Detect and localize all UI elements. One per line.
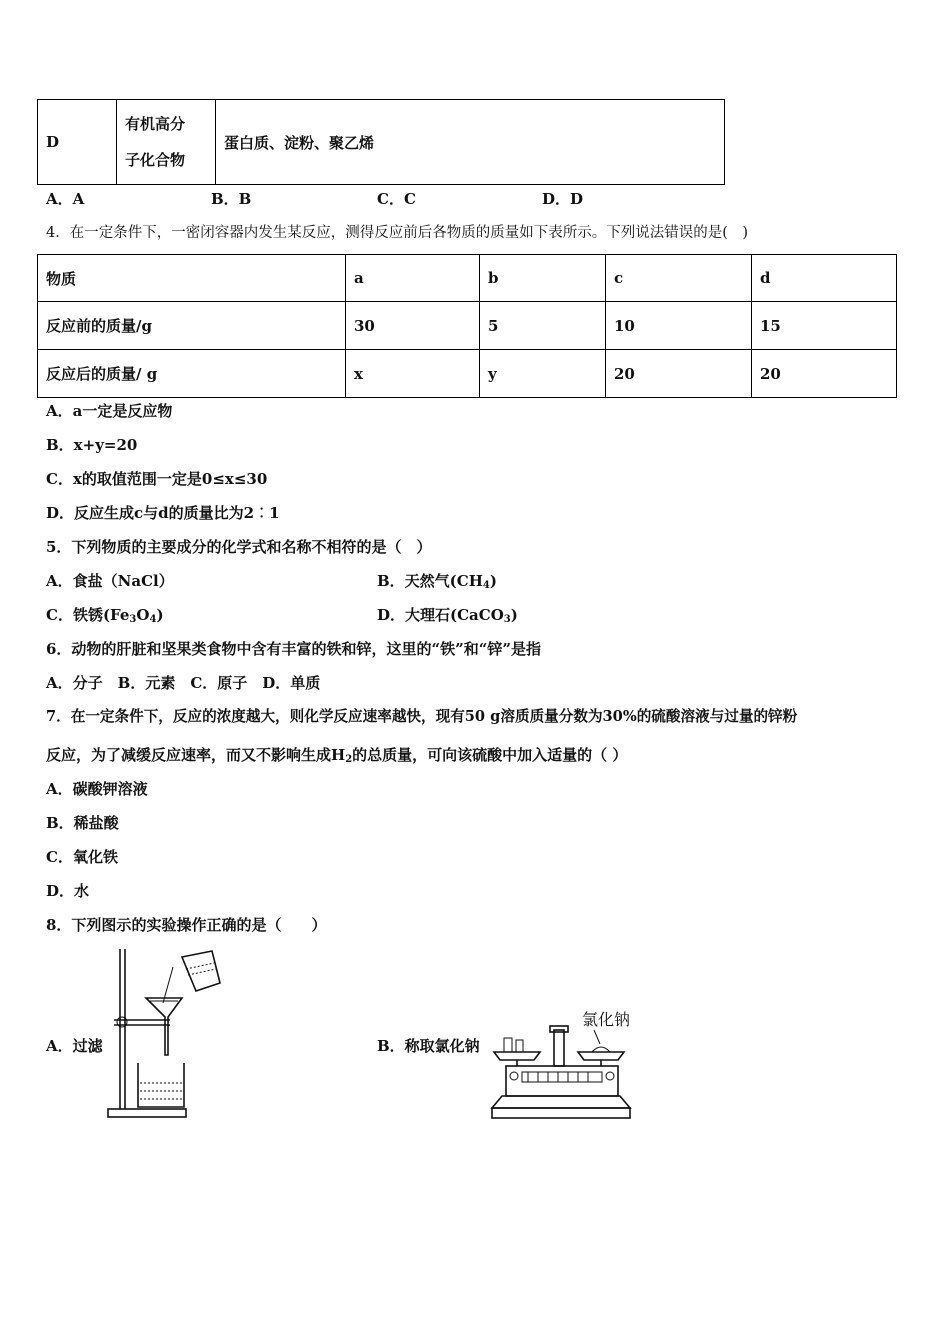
q5-option-d-close: ) bbox=[510, 606, 518, 624]
q4-row-after-c: 20 bbox=[606, 350, 752, 398]
q4-header-b: b bbox=[480, 255, 606, 302]
q7-h2-sub: 2 bbox=[345, 754, 353, 765]
q4-stem: 4．在一定条件下，一密闭容器内发生某反应，测得反应前后各物质的质量如下表所示。下列说法错误的是( ) bbox=[46, 225, 749, 241]
q7-option-c: C．氧化铁 bbox=[46, 848, 118, 866]
q4-row-before-a: 30 bbox=[346, 302, 480, 350]
q4-option-d: D．反应生成c与d的质量比为2︰1 bbox=[46, 504, 280, 522]
q3-table bbox=[37, 99, 725, 185]
q5-option-b bbox=[377, 572, 497, 590]
q5-option-c-sub2: 4 bbox=[149, 614, 157, 625]
q7-option-a: A．碳酸钾溶液 bbox=[46, 780, 148, 798]
q4-option-c: C．x的取值范围一定是0≤x≤30 bbox=[46, 470, 268, 488]
q4-header-substance: 物质 bbox=[38, 255, 346, 302]
q7-stem-line2-text: 反应，为了减缓反应速率，而又不影响生成H bbox=[46, 746, 346, 764]
q7-option-b: B．稀盐酸 bbox=[46, 814, 119, 832]
q3-option-b: B．B bbox=[211, 190, 252, 208]
q4-header-d: d bbox=[752, 255, 897, 302]
filtration-apparatus-illustration bbox=[100, 945, 230, 1125]
q5-option-c-close: ) bbox=[156, 606, 164, 624]
q4-row-before-d: 15 bbox=[752, 302, 897, 350]
q5-option-b-close: ) bbox=[489, 572, 497, 590]
q8-option-a: A．过滤 bbox=[46, 1037, 103, 1055]
q4-row-after-d: 20 bbox=[752, 350, 897, 398]
q5-option-d bbox=[377, 606, 518, 624]
q5-stem: 5．下列物质的主要成分的化学式和名称不相符的是（ ） bbox=[46, 538, 432, 556]
q7-stem-line2 bbox=[46, 746, 627, 764]
q7-option-d: D．水 bbox=[46, 882, 90, 900]
q3-category-line1: 有机高分 bbox=[125, 115, 186, 133]
q6-stem: 6．动物的肝脏和坚果类食物中含有丰富的铁和锌，这里的“铁”和“锌”是指 bbox=[46, 640, 541, 658]
q3-cell-category bbox=[117, 100, 216, 185]
balance-label-sodium-chloride: 氯化钠 bbox=[582, 1010, 631, 1029]
q3-cell-d: D bbox=[38, 100, 117, 185]
q5-option-c-sub1: 3 bbox=[129, 614, 137, 625]
q4-header-c: c bbox=[606, 255, 752, 302]
q7-stem-line2-end: 的总质量，可向该硫酸中加入适量的（ ） bbox=[352, 746, 628, 764]
q4-row-before-b: 5 bbox=[480, 302, 606, 350]
q5-option-d-sub: 3 bbox=[503, 614, 511, 625]
q3-category-line2: 子化合物 bbox=[125, 151, 186, 169]
q5-option-b-sub: 4 bbox=[482, 580, 490, 591]
q4-header-a: a bbox=[346, 255, 480, 302]
q7-stem-line1: 7．在一定条件下，反应的浓度越大，则化学反应速率越快，现有50 g溶质质量分数为30%的硫酸溶液与过量的锌粉 bbox=[46, 708, 798, 725]
q4-row-before-c: 10 bbox=[606, 302, 752, 350]
q3-cell-examples: 蛋白质、淀粉、聚乙烯 bbox=[216, 100, 725, 185]
q4-row-before-label: 反应前的质量/g bbox=[38, 302, 346, 350]
q4-row-after-label: 反应后的质量/ g bbox=[38, 350, 346, 398]
q4-row-after-a: x bbox=[346, 350, 480, 398]
q5-option-a: A．食盐（NaCl） bbox=[46, 572, 174, 590]
q5-option-b-text: B．天然气(CH bbox=[377, 572, 483, 590]
q3-option-a: A．A bbox=[46, 190, 85, 208]
q8-option-b: B．称取氯化钠 bbox=[377, 1037, 480, 1055]
q8-stem: 8．下列图示的实验操作正确的是（ ） bbox=[46, 916, 327, 934]
q3-option-d: D．D bbox=[542, 190, 584, 208]
q4-option-a: A．a一定是反应物 bbox=[46, 402, 173, 420]
q5-option-c bbox=[46, 606, 164, 624]
q4-option-b: B．x+y=20 bbox=[46, 436, 138, 454]
q5-option-d-text: D．大理石(CaCO bbox=[377, 606, 504, 624]
q4-mass-table bbox=[37, 254, 897, 398]
q5-option-c-text: C．铁锈(Fe bbox=[46, 606, 130, 624]
q5-option-c-o: O bbox=[136, 606, 150, 624]
q3-option-c: C．C bbox=[377, 190, 416, 208]
q4-row-after-b: y bbox=[480, 350, 606, 398]
q6-options: A．分子 B．元素 C．原子 D．单质 bbox=[46, 674, 321, 692]
